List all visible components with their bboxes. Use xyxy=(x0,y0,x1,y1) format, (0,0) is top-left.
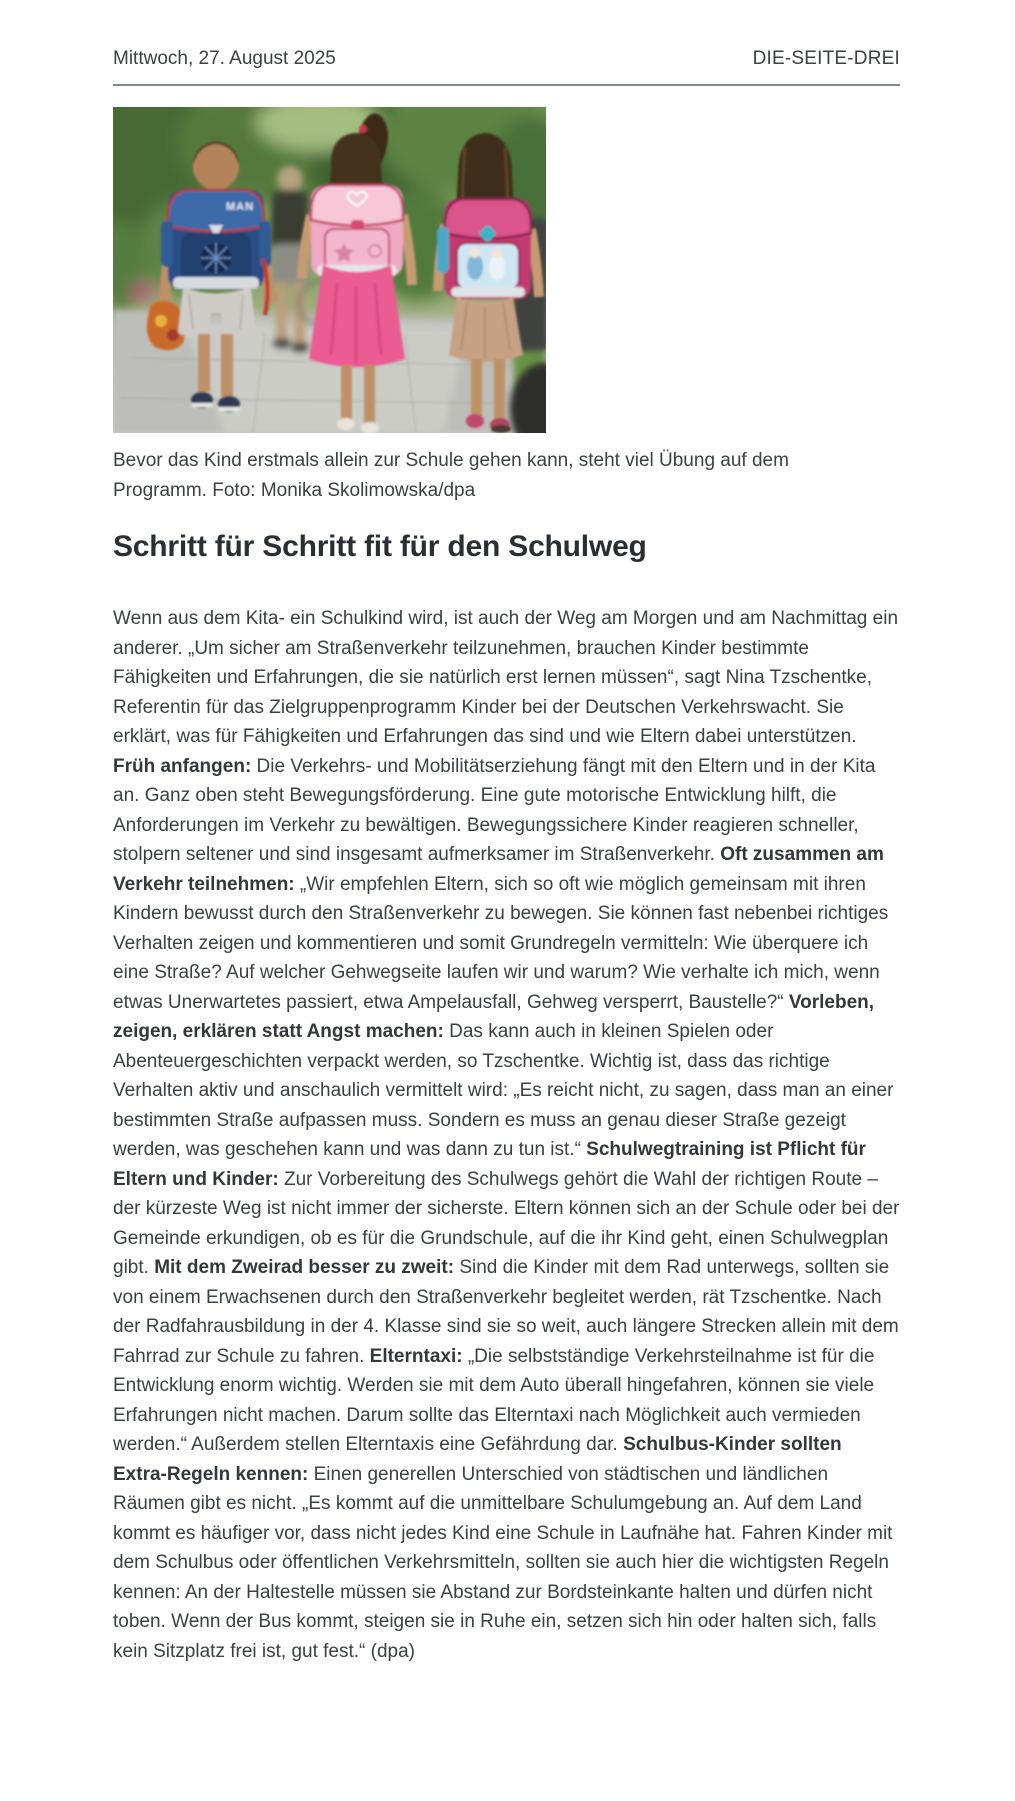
article-page xyxy=(113,0,900,1666)
svg-text:MAN: MAN xyxy=(226,201,255,213)
article-figure xyxy=(113,107,900,505)
masthead xyxy=(113,0,900,70)
body-text-run: Das kann auch in kleinen Spielen oder Abenteuergeschichten verpackt werden, so Tzschentke. Wichtig ist, dass das richtige Verhalten aktiv und anschaulich vermittelt wird: „Es reicht nicht, zu sagen, dass man an einer bestimmten Straße aufpassen muss. Sondern es muss an genau dieser Straße gezeigt werden, was geschehen kann und was dann zu tun ist.“ xyxy=(113,1021,894,1160)
body-bold-lead-in: Elterntaxi: xyxy=(369,1345,463,1367)
body-bold-lead-in: Früh anfangen: xyxy=(113,755,252,777)
article-photo xyxy=(113,107,546,433)
body-text-run: „Wir empfehlen Eltern, sich so oft wie möglich gemeinsam mit ihren Kindern bewusst durch den Straßenverkehr zu bewegen. Sie können fast nebenbei richtiges Verhalten zeigen und kommentieren und somit Grundregeln vermitteln: Wie überquere ich eine Straße? Auf welcher Gehwegseite laufen wir und warum? Wie verhalte ich mich, wenn etwas Unerwartetes passiert, etwa Ampelausfall, Gehweg versperrt, Baustelle?“ xyxy=(113,873,889,1013)
masthead-divider xyxy=(113,84,900,86)
article-body xyxy=(113,604,900,1666)
body-bold-lead-in: Vorleben, zeigen, erklären statt Angst machen: xyxy=(113,991,875,1042)
body-text-run: „Die selbstständige Verkehrsteilnahme ist für die Entwicklung enorm wichtig. Werden sie mit dem Auto überall hingefahren, können sie viele Erfahrungen nicht machen. Darum sollte das Elterntaxi nach Möglichkeit auch vermieden werden.“ Außerdem stellen Elterntaxis eine Gefährdung dar. xyxy=(113,1345,875,1455)
masthead-page-label: DIE-SEITE-DREI xyxy=(752,48,900,69)
body-text-run: Zur Vorbereitung des Schulwegs gehört die Wahl der richtigen Route – der kürzeste Weg ist nicht immer der sicherste. Eltern können sich an der Schule oder bei der Gemeinde erkundigen, ob es für die Grundschule, auf die ihr Kind geht, einen Schulwegplan gibt. xyxy=(113,1168,900,1278)
article-headline: Schritt für Schritt fit für den Schulweg xyxy=(113,530,647,563)
body-bold-lead-in: Oft zusammen am Verkehr teilnehmen: xyxy=(113,844,884,895)
body-bold-lead-in: Mit dem Zweirad besser zu zweit: xyxy=(154,1257,455,1278)
photo-caption: Bevor das Kind erstmals allein zur Schule gehen kann, steht viel Übung auf dem Programm. Foto: Monika Skolimowska/dpa xyxy=(113,450,789,501)
body-text-run: Sind die Kinder mit dem Rad unterwegs, sollten sie von einem Erwachsenen durch den Straßenverkehr begleitet werden, rät Tzschentke. Nach der Radfahrausbildung in der 4. Klasse sind sie so weit, auch längere Strecken allein mit dem Fahrrad zur Schule zu fahren. xyxy=(113,1257,899,1367)
body-text-run: Die Verkehrs- und Mobilitätserziehung fängt mit den Eltern und in der Kita an. Ganz oben steht Bewegungsförderung. Eine gute motorische Entwicklung hilft, die Anforderungen im Verkehr zu bewältigen. Bewegungssichere Kinder reagieren schneller, stolpern seltener und sind insgesamt aufmerksamer im Straßenverkehr. xyxy=(113,755,876,865)
body-text-run: Einen generellen Unterschied von städtischen und ländlichen Räumen gibt es nicht. „Es kommt auf die unmittelbare Schulumgebung an. Auf dem Land kommt es häufiger vor, dass nicht jedes Kind eine Schule in Laufnähe hat. Fahren Kinder mit dem Schulbus oder öffentlichen Verkehrsmitteln, sollten sie auch hier die wichtigsten Regeln kennen: An der Haltestelle müssen sie Abstand zur Bordsteinkante halten und dürfen nicht toben. Wenn der Bus kommt, steigen sie in Ruhe ein, setzen sich hin oder halten sich, falls kein Sitzplatz frei ist, gut fest.“ (dpa) xyxy=(113,1463,893,1662)
body-text-run: Wenn aus dem Kita- ein Schulkind wird, ist auch der Weg am Morgen und am Nachmittag ein anderer. „Um sicher am Straßenverkehr teilzunehmen, brauchen Kinder bestimmte Fähigkeiten und Erfahrungen, die sie natürlich erst lernen müssen“, sagt Nina Tzschentke, Referentin für das Zielgruppenprogramm Kinder bei der Deutschen Verkehrswacht. Sie erklärt, was für Fähigkeiten und Erfahrungen das sind und wie Eltern dabei unterstützen. xyxy=(113,608,899,747)
masthead-date: Mittwoch, 27. August 2025 xyxy=(113,48,336,69)
article-photo-illustration xyxy=(113,107,546,433)
body-bold-lead-in: Schulwegtraining ist Pflicht für Eltern und Kinder: xyxy=(113,1139,866,1190)
body-bold-lead-in: Schulbus-Kinder sollten Extra-Regeln kennen: xyxy=(113,1434,842,1485)
